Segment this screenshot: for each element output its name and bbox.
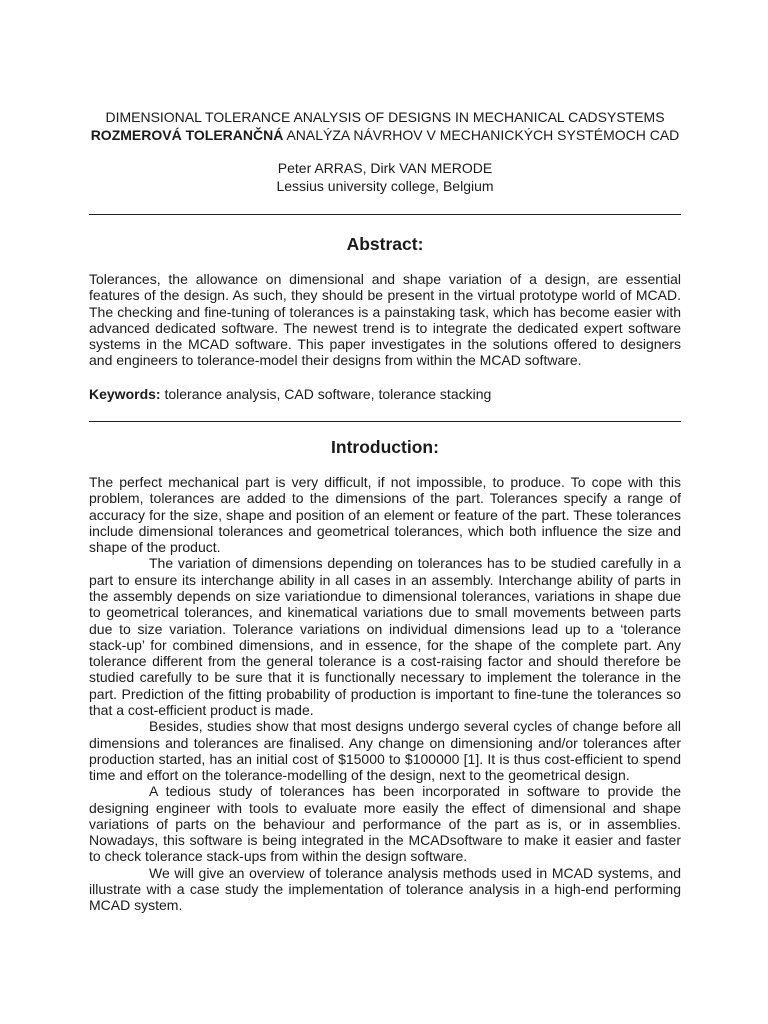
- title-slovak-bold: ROZMEROVÁ TOLERANČNÁ: [90, 127, 284, 143]
- title-slovak-rest: ANALÝZA NÁVRHOV V MECHANICKÝCH SYSTÉMOCH CAD: [283, 127, 680, 143]
- intro-paragraph: The variation of dimensions depending on tolerances has to be studied carefully in a part to ensure its interchange ability in all cases in an assembly. Interchange ability of parts in the assembly depends on size variationdue to dimensional tolerances, variations in shape due to geometrical tolerances, and kinematical variations due to small movements between parts due to size variation. Tolerance variations on individual dimensions lead up to a ‘tolerance stack-up’ for combined dimensions, and in essence, for the shape of the complete part. Any tolerance different from the general tolerance is a cost-raising factor and should therefore be studied carefully to be sure that it is functionally necessary to implement the tolerance in the part. Prediction of the fitting probability of production is important to fine-tune the tolerances so that a cost-efficient product is made.: [89, 555, 681, 718]
- keywords-list: tolerance analysis, CAD software, tolerance stacking: [160, 386, 492, 402]
- introduction-heading: Introduction:: [331, 437, 439, 457]
- authors: Peter ARRAS, Dirk VAN MERODE: [277, 160, 493, 176]
- title-slovak: [89, 126, 681, 144]
- divider-bottom: [89, 421, 681, 422]
- abstract-heading: Abstract:: [346, 234, 424, 254]
- keywords: [89, 386, 681, 402]
- affiliation: Lessius university college, Belgium: [276, 178, 494, 194]
- introduction-body: [89, 474, 681, 914]
- intro-paragraph: We will give an overview of tolerance analysis methods used in MCAD systems, and illustrate with a case study the implementation of tolerance analysis in a high-end performing MCAD system.: [89, 864, 681, 914]
- intro-paragraph: The perfect mechanical part is very difficult, if not impossible, to produce. To cope with this problem, tolerances are added to the dimensions of the part. Tolerances specify a range of accuracy for the size, shape and position of an element or feature of the part. These tolerances include dimensional tolerances and geometrical tolerances, which both influence the size and shape of the product.: [89, 474, 681, 556]
- intro-paragraph: A tedious study of tolerances has been incorporated in software to provide the designing engineer with tools to evaluate more easily the effect of dimensional and shape variations of parts on the behaviour and performance of the part as is, or in assemblies. Nowadays, this software is being integrated in the MCADsoftware to make it easier and faster to check tolerance stack-ups from within the design software.: [89, 783, 681, 865]
- intro-paragraph: Besides, studies show that most designs undergo several cycles of change before all dimensions and tolerances are finalised. Any change on dimensioning and/or tolerances after production started, has an initial cost of $15000 to $100000 [1]. It is thus cost-efficient to spend time and effort on the tolerance-modelling of the design, next to the geometrical design.: [89, 718, 681, 784]
- title-english: DIMENSIONAL TOLERANCE ANALYSIS OF DESIGNS IN MECHANICAL CADSYSTEMS: [105, 109, 665, 125]
- keywords-label: Keywords:: [89, 386, 161, 402]
- divider-top: [89, 214, 681, 215]
- abstract-text: Tolerances, the allowance on dimensional and shape variation of a design, are essential features of the design. As such, they should be present in the virtual prototype world of MCAD. The checking and fine-tuning of tolerances is a painstaking task, which has become easier with advanced dedicated software. The newest trend is to integrate the dedicated expert software systems in the MCAD software. This paper investigates in the solutions offered to designers and engineers to tolerance-model their designs from within the MCAD software.: [89, 271, 681, 369]
